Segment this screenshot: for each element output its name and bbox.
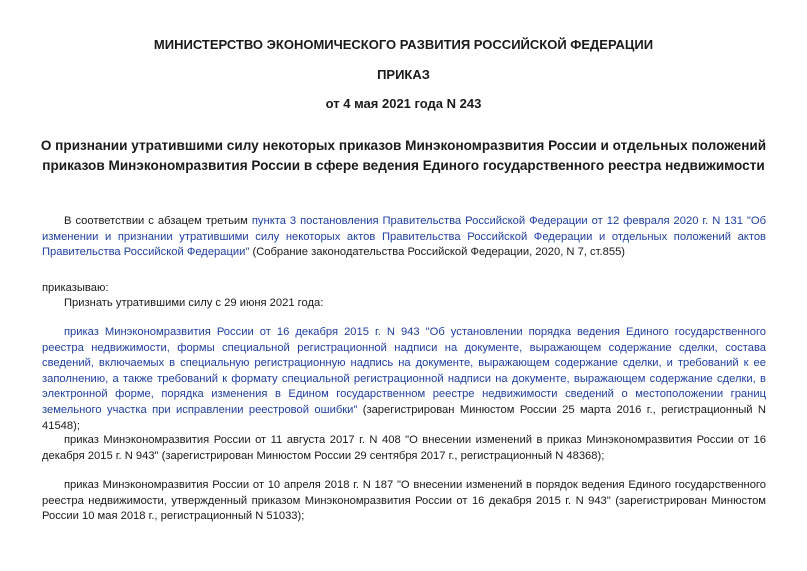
document-subject: О признании утратившими силу некоторых приказов Минэкономразвития России и отдельных положений приказов Минэкономразвития России в сфере ведения Единого государственного реестра недвижимости	[40, 138, 767, 173]
decision-text: Признать утратившими силу с 29 июня 2021 года:	[64, 297, 324, 309]
preamble-tail: (Собрание законодательства Российской Федерации, 2020, N 7, ст.855)	[249, 246, 626, 259]
item-1-registration: (зарегистрирован Минюстом России 25 марта 2016 г., регистрационный N 41548);	[42, 403, 767, 432]
resolution-link[interactable]: пункта 3 постановления Правительства Российской Федерации от 12 февраля 2020 г. N 131 "Об изменении и признании утратившими силу некоторых актов Правительства Российской Федерации и отдельных положений актов Правительства Российской Федерации"	[42, 215, 767, 259]
order-943-link[interactable]: приказ Минэкономразвития России от 16 декабря 2015 г. N 943 "Об установлении порядка ведения Единого государственного реестра недвижимости, формы специальной регистрационной надписи на документе, выражающем содержание сделки, состава сведений, включаемых в специальную регистрационную надпись на документе, выражающем содержание сделки, и требований к ее заполнению, а также требований к формату специальной регистрационной надписи на документе, выражающем содержание сделки, в электронной форме, порядка изменения в Едином государственном реестре недвижимости сведений о местоположении границ земельного участка при исправлении реестровой ошибки"	[42, 326, 766, 416]
repealed-item-2: приказ Минэкономразвития России от 11 августа 2017 г. N 408 "О внесении изменений в приказ Минэкономразвития России от 16 декабря 2015 г. N 943" (зарегистрирован Минюстом России 29 сентября 2017 г., регистрационный N 48368);	[42, 434, 766, 462]
repealed-item-3: приказ Минэкономразвития России от 10 апреля 2018 г. N 187 "О внесении изменений в порядок ведения Единого государственного реестра недвижимости, утвержденный приказом Минэкономразвития России от 16 декабря 2015 г. N 943" (зарегистрирован Минюстом России 10 мая 2018 г., регистрационный N 51033);	[42, 479, 766, 523]
preamble-paragraph	[42, 214, 766, 261]
document-type: ПРИКАЗ	[377, 67, 430, 82]
order-word: приказываю:	[42, 282, 109, 294]
preamble-intro: В соответствии с абзацем третьим	[64, 215, 252, 227]
ministry-title: МИНИСТЕРСТВО ЭКОНОМИЧЕСКОГО РАЗВИТИЯ РОССИЙСКОЙ ФЕДЕРАЦИИ	[153, 37, 654, 52]
repealed-item-1	[42, 325, 766, 434]
document-date-number: от 4 мая 2021 года N 243	[325, 96, 482, 111]
